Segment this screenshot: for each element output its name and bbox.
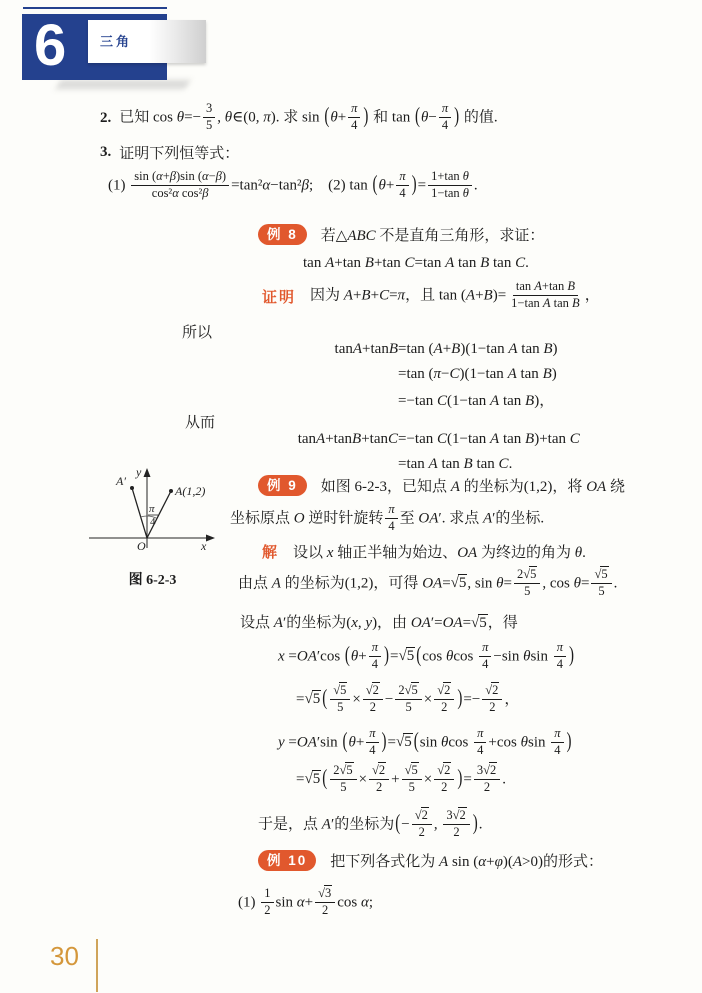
x-axis-arrow — [206, 535, 215, 542]
chapter-title: 三角 — [100, 34, 133, 49]
angle-label-denominator: 4 — [150, 516, 156, 528]
problem-2-number: 2. — [100, 109, 112, 126]
point-A-prime — [130, 486, 134, 490]
example-8-heading — [258, 222, 544, 246]
point-A — [169, 489, 173, 493]
eq-rhs: =tan (π−C)(1−tan A tan B) — [398, 366, 557, 382]
proof-keyword: 证明 — [262, 289, 297, 306]
eq-row — [265, 427, 580, 452]
eq-rhs: =tan A tan B tan C. — [398, 456, 513, 472]
example-8-claim-text: tan A+tan B+tan C=tan A tan B tan C. — [303, 254, 529, 271]
example-10-statement: 把下列各式化为 A sin (α+φ)(A>0)的形式： — [330, 853, 604, 870]
problem-2-text: 已知 cos θ=− $\frac{3}{5}$ , θ∈(0, π). 求 sin (θ+ $\frac{\pi}{4}$ ) 和 tan (θ− $\frac{\pi}{4}$ ) 的值. — [119, 100, 498, 132]
eq-lhs: tan A +tan B — [334, 341, 398, 357]
example-8-derivation-1 — [308, 337, 558, 412]
example-8-suoyi — [182, 320, 212, 342]
chapter-box-shadow — [56, 80, 190, 89]
problem-2 — [100, 99, 498, 137]
point-A-prime-label: A′ — [116, 474, 126, 488]
example-10-heading — [258, 848, 603, 872]
example-9-line4-text: 设点 A′的坐标为(x, y)，由 OA′=OA=√5，得 — [240, 614, 518, 631]
example-9-eq-x1 — [278, 635, 575, 679]
problem-3-items — [108, 162, 478, 210]
y-axis-arrow — [144, 468, 151, 477]
figure-6-2-3 — [85, 464, 220, 589]
example-9-eq-y1-text: y =OA′sin (θ+ $\frac{\pi}{4}$ )=√5 (sin θcos $\frac{\pi}{4}$ +cos θsin $\frac{\pi}{4}$ ) — [278, 725, 572, 757]
y-axis-label: y — [136, 465, 142, 479]
example-8-claim — [303, 252, 529, 274]
conger-text: 从而 — [185, 414, 216, 431]
eq-rhs: =−tan C(1−tan A tan B)+tan C — [398, 431, 580, 447]
example-9-eq-x2-text: =√5 ( $\frac{√5}{5}$ × $\frac{√2}{2}$ − $\frac{2√5}{5}$ × $\frac{√2}{2}$ )=− $\frac{√2}{2}$ ， — [296, 682, 520, 714]
example-8-derivation-2 — [265, 427, 580, 477]
x-axis-label: x — [201, 539, 207, 553]
example-9-statement-line1: 如图 6-2-3，已知点 A 的坐标为(1,2)，将 OA 绕 — [320, 478, 625, 495]
example-9-conclusion — [258, 803, 482, 847]
eq-row — [308, 337, 558, 362]
example-10-item1 — [238, 881, 373, 925]
eq-row — [308, 362, 558, 387]
origin-label: O — [137, 539, 146, 553]
example-9-eq-y2-text: =√5 ( $\frac{2√5}{5}$ × $\frac{√2}{2}$ + $\frac{√5}{5}$ × $\frac{√2}{2}$ )= $\frac{3√2}{2}$ . — [296, 762, 506, 794]
solution-keyword: 解 — [262, 544, 280, 561]
example-9-heading — [258, 473, 625, 497]
problem-3-items-text: (1) $\frac{\sin (\alpha+\beta)\sin (\alpha-\beta)}{\text{cos²α cos²β}}$ =tan²α−tan²β; (2) tan (θ+ $\frac{\pi}{4}$ )= $\frac{\text{1+tan θ}}{\text{1−tan θ}}$ . — [108, 168, 478, 200]
example-9-statement-line2 — [230, 499, 544, 539]
example-9-solution-intro — [262, 539, 586, 563]
eq-row — [308, 387, 558, 412]
problem-3 — [100, 141, 239, 163]
example-8-badge: 例 8 — [258, 224, 307, 245]
example-8-proof-intro — [262, 276, 600, 316]
page-number: 30 — [50, 941, 79, 971]
eq-rhs: =tan (A+B)(1−tan A tan B) — [398, 341, 558, 357]
example-9-line3-text: 由点 A 的坐标为(1,2)，可得 OA=√5, sin θ= $\frac{2√5}{5}$ , cos θ= $\frac{√5}{5}$ . — [238, 566, 618, 598]
example-9-eq-x2 — [296, 677, 519, 723]
example-9-badge: 例 9 — [258, 475, 307, 496]
chapter-number: 6 — [34, 13, 67, 78]
example-10-badge: 例 10 — [258, 850, 316, 871]
example-9-solution-intro-text: 设以 x 轴正半轴为始边、OA 为终边的角为 θ. — [293, 544, 586, 561]
example-8-proof-intro-text: 因为 A+B+C=π，且 tan (A+B)= $\frac{\text{tan A+tan B}}{\text{1−tan A tan B}}$ ， — [310, 278, 600, 310]
angle-label-numerator: π — [149, 503, 155, 515]
eq-lhs: tan A +tan B +tan C — [297, 431, 398, 447]
footer-rule — [96, 939, 98, 992]
example-9-conclusion-text: 于是，点 A′的坐标为(− $\frac{√2}{2}$ , $\frac{3√2}{2}$ ). — [258, 807, 483, 839]
problem-3-number: 3. — [100, 143, 112, 160]
point-A-label: A(1,2) — [175, 484, 206, 498]
example-10-item1-text: (1) $\frac{1}{2}$ sin α+ $\frac{√3}{2}$ cos α; — [238, 885, 374, 917]
figure-caption: 图 6-2-3 — [128, 573, 177, 588]
example-9-eq-x1-text: x =OA′cos (θ+ $\frac{\pi}{4}$ )=√5 (cos θcos $\frac{\pi}{4}$ −sin θsin $\frac{\pi}{4}$ ) — [278, 639, 574, 671]
problem-3-text: 证明下列恒等式： — [119, 145, 240, 162]
ray-OA-prime — [132, 488, 147, 538]
figure-6-2-3-plot — [85, 464, 220, 562]
suoyi-text: 所以 — [182, 324, 213, 341]
example-8-statement: 若△ABC 不是直角三角形，求证： — [320, 227, 545, 244]
chapter-title-box — [88, 20, 206, 63]
example-9-eq-y2 — [296, 757, 506, 803]
header-rule — [23, 7, 167, 9]
example-9-line3 — [238, 563, 617, 605]
example-8-conger — [185, 410, 215, 432]
eq-rhs: =−tan C(1−tan A tan B)， — [398, 393, 555, 409]
example-9-statement-line2-text: 坐标原点 O 逆时针旋转 $\frac{\pi}{4}$ 至 OA′. 求点 A′的坐标. — [230, 501, 545, 533]
example-9-line4 — [240, 608, 518, 634]
